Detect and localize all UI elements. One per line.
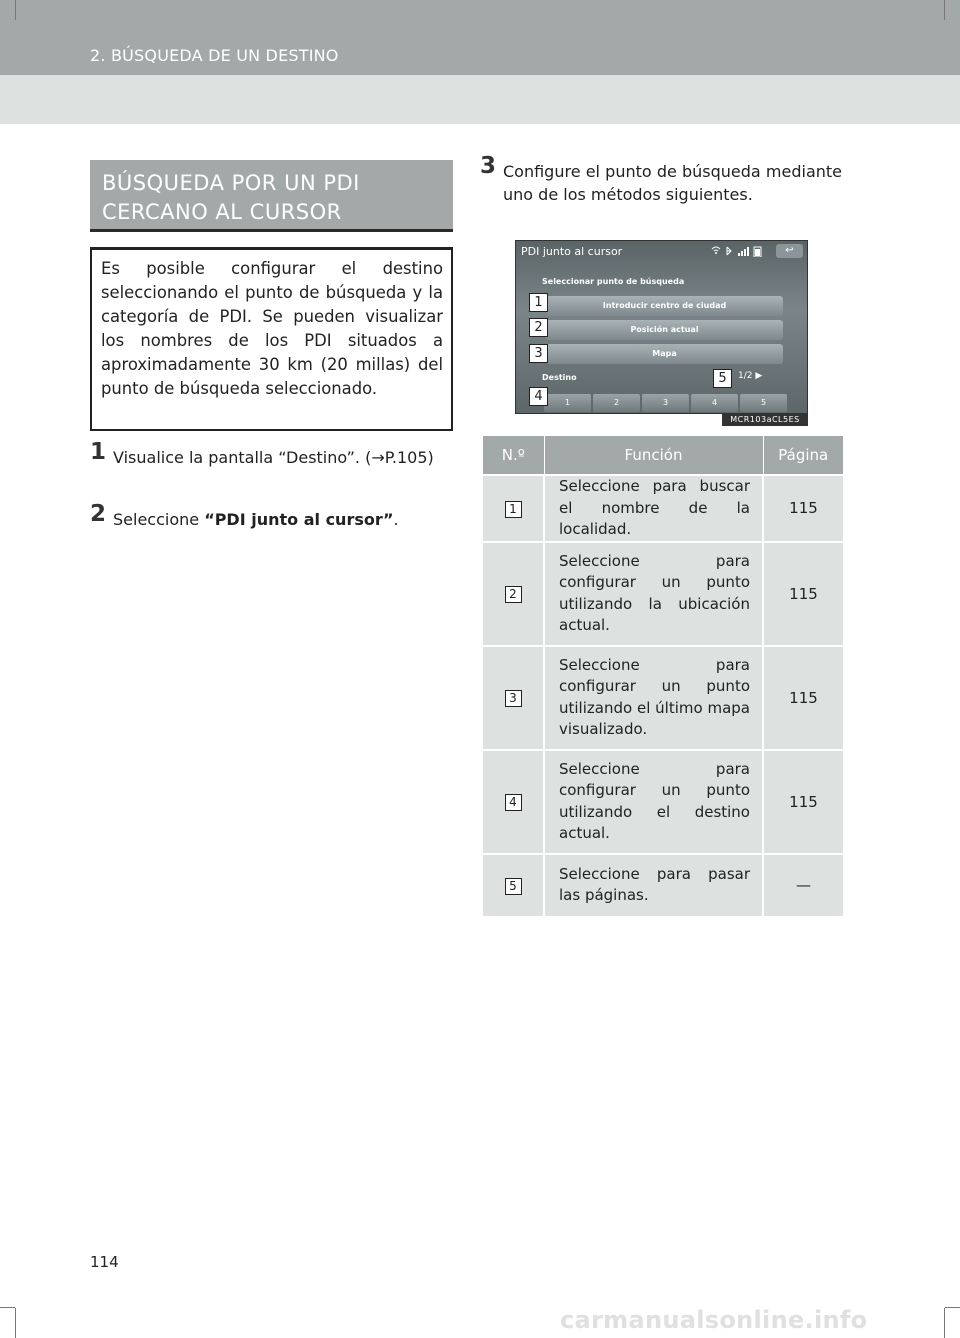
page-indicator: 1/2 ▶ (738, 371, 763, 381)
destination-tab: 4 (691, 394, 738, 412)
crop-mark (15, 1308, 16, 1338)
step-text: Configure el punto de búsqueda mediante uno de los métodos siguientes. (503, 162, 842, 204)
crop-mark (945, 1307, 960, 1308)
destination-tab: 5 (740, 394, 787, 412)
header-page: Página (763, 436, 843, 475)
row-function: Seleccione para configurar un punto utilizando el destino actual. (544, 750, 763, 854)
step-2 (90, 501, 446, 531)
city-center-button: Introducir centro de ciudad (546, 296, 783, 316)
destination-tab: 1 (544, 394, 591, 412)
callout-3: 3 (529, 344, 548, 363)
destination-tab: 2 (593, 394, 640, 412)
image-code: MCR103aCL5ES (722, 414, 808, 426)
row-page: 115 (763, 750, 843, 854)
callout-5: 5 (713, 369, 732, 388)
page-number: 114 (90, 1253, 119, 1271)
crop-mark (944, 0, 945, 20)
callout-1: 1 (529, 293, 548, 312)
crop-mark (0, 1307, 15, 1308)
header-function: Función (544, 436, 763, 475)
step-bold-label: “PDI junto al cursor” (204, 510, 394, 529)
step-3 (480, 153, 842, 206)
function-table (483, 436, 843, 916)
destination-tab: 3 (642, 394, 689, 412)
row-page: — (763, 854, 843, 916)
row-page: 115 (763, 475, 843, 542)
watermark: carmanualsonline.info (560, 1306, 868, 1334)
row-function: Seleccione para configurar un punto utilizando la ubicación actual. (544, 542, 763, 646)
destination-label: Destino (542, 373, 577, 382)
map-button: Mapa (546, 344, 783, 364)
section-heading-box (90, 160, 453, 232)
step-1 (90, 439, 446, 469)
table-row (483, 475, 843, 542)
row-page: 115 (763, 542, 843, 646)
destination-tabs (544, 394, 787, 412)
header-number: N.º (483, 436, 544, 475)
callout-2: 2 (529, 318, 548, 337)
device-screenshot (515, 240, 808, 414)
table-row (483, 854, 843, 916)
signal-icon (710, 245, 768, 257)
row-number: 4 (505, 794, 522, 811)
table-row (483, 542, 843, 646)
table-row (483, 646, 843, 750)
row-function: Seleccione para pasar las páginas. (544, 854, 763, 916)
row-number: 2 (505, 586, 522, 603)
screen-title: PDI junto al cursor (521, 245, 623, 258)
table-row (483, 750, 843, 854)
step-number: 3 (480, 153, 497, 179)
crop-mark (944, 1308, 945, 1338)
row-function: Seleccione para buscar el nombre de la localidad. (544, 475, 763, 542)
crop-mark (15, 0, 16, 20)
row-number: 1 (505, 501, 522, 518)
row-page: 115 (763, 646, 843, 750)
header-sub-band (0, 75, 960, 124)
callout-4: 4 (529, 387, 548, 406)
chapter-title: 2. BÚSQUEDA DE UN DESTINO (90, 46, 339, 65)
intro-box: Es posible configurar el destino seleccionando el punto de búsqueda y la categoría de PDI. Se pueden visualizar los nombres de los PDI situados a aproximadamente 30 km (20 millas) del punto de búsqueda seleccionado. (90, 247, 453, 431)
step-text: Visualice la pantalla “Destino”. (→P.105) (113, 448, 434, 467)
screen-subtitle: Seleccionar punto de búsqueda (542, 277, 685, 286)
return-arrow-icon: ↩ (776, 244, 803, 258)
row-number: 3 (505, 690, 522, 707)
current-position-button: Posición actual (546, 320, 783, 340)
step-text: Seleccione “PDI junto al cursor”. (113, 510, 399, 529)
step-number: 1 (90, 439, 107, 465)
status-icons (710, 245, 768, 260)
step-number: 2 (90, 501, 107, 527)
row-number: 5 (505, 878, 522, 895)
row-function: Seleccione para configurar un punto utilizando el último mapa visualizado. (544, 646, 763, 750)
section-title: BÚSQUEDA POR UN PDI CERCANO AL CURSOR (102, 171, 360, 224)
